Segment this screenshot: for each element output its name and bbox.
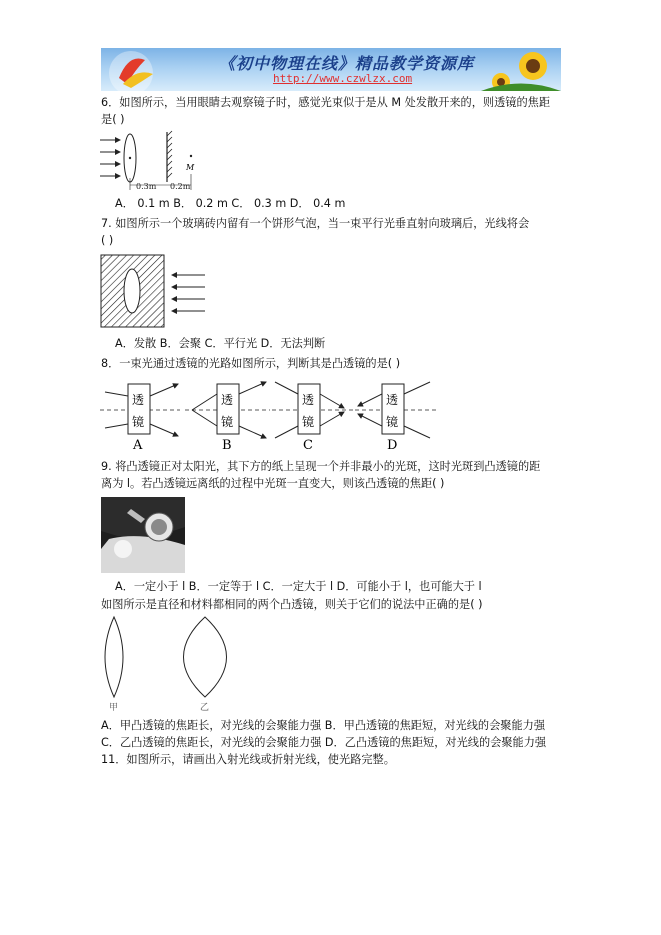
q9-text-line2: 离为 l。若凸透镜远离纸的过程中光斑一直变大，则该凸透镜的焦距( ) — [101, 477, 445, 490]
air-bubble — [124, 269, 140, 313]
label-yi: 乙 — [200, 703, 210, 713]
lens-jia — [105, 617, 123, 697]
lens-yi — [184, 617, 227, 697]
point-m-label: M — [186, 163, 195, 172]
svg-text:透: 透 — [132, 393, 145, 407]
distance-label-2: 0.2m — [170, 182, 191, 191]
svg-text:镜: 镜 — [132, 415, 145, 429]
banner-title: 《初中物理在线》精品教学资源库 — [219, 54, 475, 73]
q9-options: A．一定小于 l B．一定等于 l C．一定大于 l D．可能小于 l，也可能大于 l — [115, 580, 482, 593]
q6-text-line1: 6．如图所示，当用眼睛去观察镜子时，感觉光束似于是从 M 处发散开来的，则透镜的焦距 — [101, 96, 551, 109]
q10-text-line1: 如图所示是直径和材料都相同的两个凸透镜，则关于它们的说法中正确的是( ) — [101, 598, 483, 611]
distance-label-1: 0.3m — [136, 182, 157, 191]
label-c: C — [303, 438, 313, 452]
label-b: B — [222, 438, 232, 452]
q9-text-line1: 9. 将凸透镜正对太阳光，其下方的纸上呈现一个并非最小的光斑，这时光斑到凸透镜的距 — [101, 460, 541, 473]
svg-text:镜: 镜 — [221, 415, 234, 429]
lens-diagram-a — [100, 384, 180, 452]
svg-text:镜: 镜 — [386, 415, 399, 429]
svg-text:透: 透 — [302, 393, 315, 407]
sunflower-icon — [481, 52, 561, 91]
q7-options: A．发散 B．会聚 C．平行光 D．无法判断 — [115, 337, 326, 350]
q6-text-line2: 是( ) — [101, 113, 125, 126]
q10-options-ab: A．甲凸透镜的焦距长，对光线的会聚能力强 B．甲凸透镜的焦距短，对光线的会聚能力强 — [101, 719, 546, 732]
svg-text:镜: 镜 — [302, 415, 315, 429]
lens-diagram-c — [272, 382, 355, 452]
header-banner — [101, 48, 561, 91]
q10-figure — [100, 615, 240, 713]
lens-diagram-b — [185, 382, 270, 452]
label-a: A — [133, 438, 143, 452]
banner-url: http://www.czwlzx.com — [273, 72, 413, 85]
q11-text-line1: 11．如图所示，请画出入射光线或折射光线，使光路完整。 — [101, 753, 395, 766]
q6-options: A． 0.1 m B． 0.2 m C． 0.3 m D． 0.4 m — [115, 197, 346, 210]
q10-options-cd: C．乙凸透镜的焦距长，对光线的会聚能力强 D．乙凸透镜的焦距短，对光线的会聚能力强 — [101, 736, 547, 749]
q8-figure — [100, 374, 440, 452]
q7-figure — [100, 253, 208, 329]
q8-text-line1: 8．一束光通过透镜的光路如图所示，判断其是凸透镜的是( ) — [101, 357, 401, 370]
svg-text:透: 透 — [221, 393, 234, 407]
q7-text-line1: 7. 如图所示一个玻璃砖内留有一个饼形气泡，当一束平行光垂直射向玻璃后，光线将会 — [101, 217, 530, 230]
svg-text:透: 透 — [386, 393, 399, 407]
q7-text-line2: ( ) — [101, 234, 114, 247]
label-jia: 甲 — [109, 703, 119, 713]
q9-photo — [101, 497, 185, 573]
lens-diagram-d — [355, 382, 438, 452]
label-d: D — [387, 438, 398, 452]
q6-figure — [100, 130, 210, 192]
